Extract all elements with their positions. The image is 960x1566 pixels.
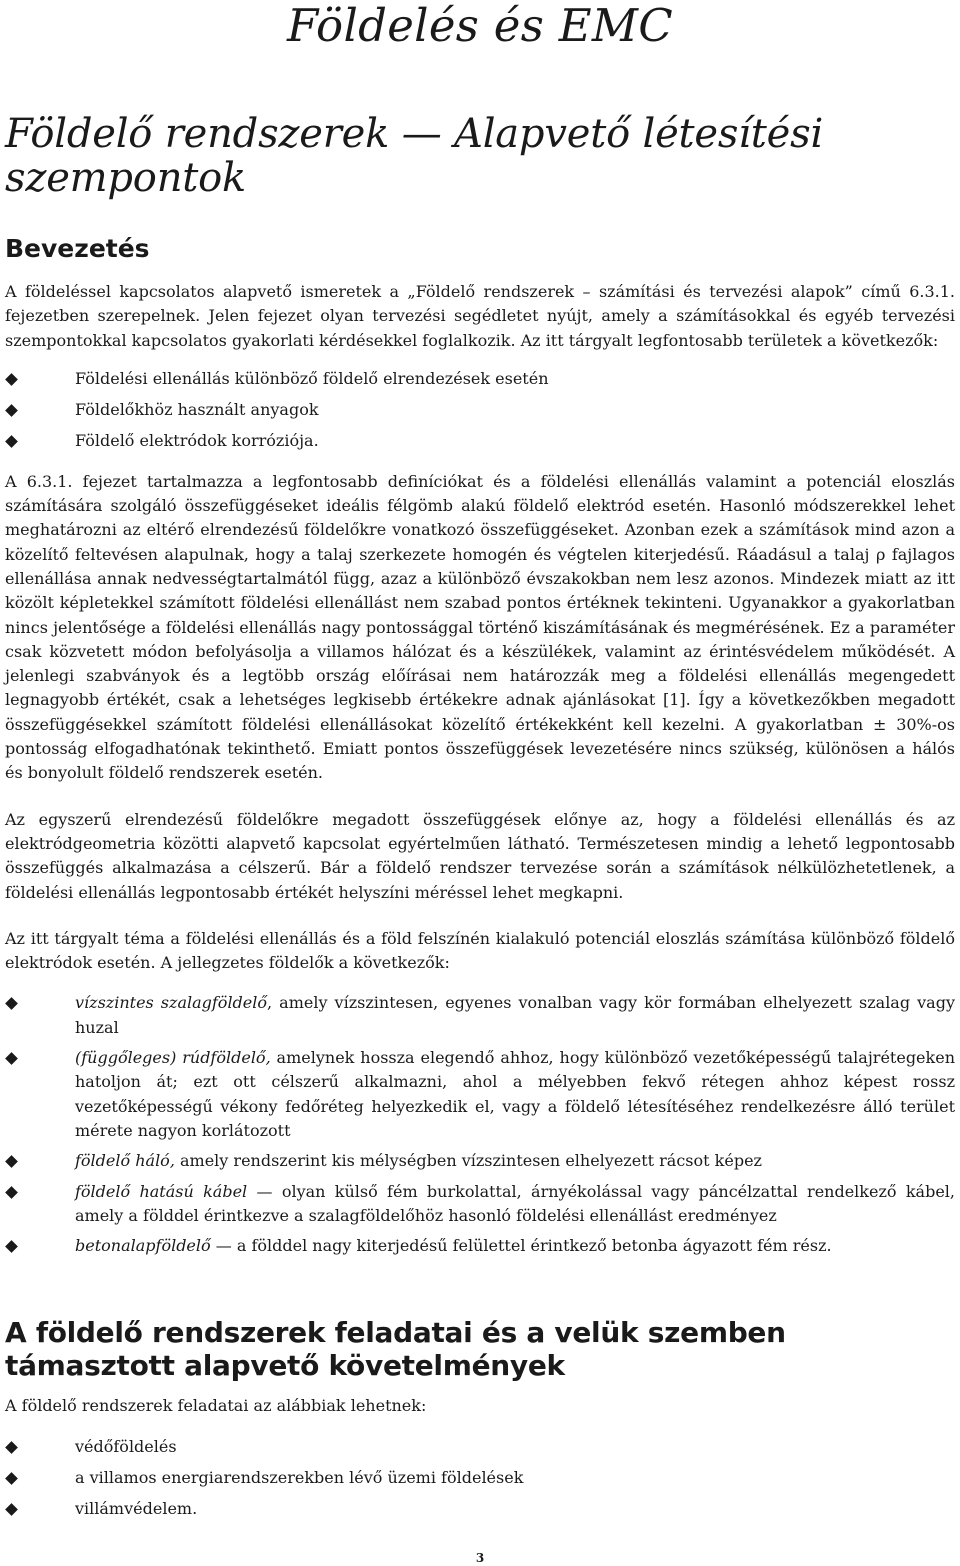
list-item: [5, 991, 955, 1040]
section-heading-intro: Bevezetés: [5, 234, 150, 263]
tasks-paragraph-1: A földelő rendszerek feladatai az alábbiak lehetnek:: [5, 1396, 427, 1416]
list-item: Földelési ellenállás különböző földelő elrendezések esetén: [5, 367, 955, 391]
electrode-term: betonalapföldelő: [75, 1236, 211, 1256]
electrode-term: (függőleges) rúdföldelő,: [75, 1048, 271, 1068]
electrode-description: amelynek hossza elegendő ahhoz, hogy különböző vezetőképességű talajrétegeken hatoljon át; ezt ott célszerű alkalmazni, ahol a mélyebben fekvő rétegen ahhoz képest rossz vezetőképességű vékony fedőréteg helyezkedik el, vagy a földelő létesítéséhez rendelkezésre álló terület mérete nagyon korlátozott: [75, 1048, 955, 1140]
list-item: a villamos energiarendszerekben lévő üzemi földelések: [5, 1466, 955, 1490]
diamond-bullet-icon: [5, 1240, 18, 1253]
electrode-term: földelő hatású kábel: [75, 1181, 248, 1201]
list-item: Földelő elektródok korróziója.: [5, 429, 955, 453]
diamond-bullet-icon: [5, 998, 18, 1011]
electrode-term: földelő háló,: [75, 1151, 175, 1171]
diamond-bullet-icon: [5, 1155, 18, 1168]
electrode-types-list: [5, 991, 955, 1258]
diamond-bullet-icon: [5, 1503, 18, 1516]
list-item: [5, 1180, 955, 1229]
diamond-bullet-icon: [5, 404, 18, 417]
topics-list: [5, 367, 955, 454]
section-heading-tasks: A földelő rendszerek feladatai és a velük szemben támasztott alapvető követelmények: [5, 1316, 786, 1383]
electrode-description: — olyan külső fém burkolattal, árnyékolással vagy páncélzattal rendelkező kábel, amely a földdel érintkezve a szalagföldelőhöz hasonló földelési ellenállást eredményez: [75, 1181, 955, 1225]
intro-paragraph-4: Az itt tárgyalt téma a földelési ellenállás és a föld felszínén kialakuló potenciál eloszlás számítása különböző földelő elektródok esetén. A jellegzetes földelők a következők:: [5, 928, 955, 973]
electrode-description: , amely vízszintesen, egyenes vonalban vagy kör formában elhelyezett szalag vagy huzal: [75, 993, 955, 1037]
running-head: Földelés és EMC: [287, 0, 673, 52]
list-item: [5, 1149, 955, 1173]
list-item: villámvédelem.: [5, 1497, 955, 1521]
tasks-list: [5, 1435, 955, 1522]
electrode-description: — a földdel nagy kiterjedésű felülettel érintkező betonba ágyazott fém rész.: [210, 1236, 832, 1256]
diamond-bullet-icon: [5, 436, 18, 449]
intro-paragraph-1: A földeléssel kapcsolatos alapvető ismeretek a „Földelő rendszerek – számítási és tervezési alapok” című 6.3.1. fejezetben szerepelnek. Jelen fejezet olyan tervezési segédletet nyújt, amely a számításokkal és egyéb tervezési szempontokkal kapcsolatos gyakorlati kérdésekkel foglalkozik. Az itt tárgyalt legfontosabb területek a következők:: [5, 282, 955, 350]
chapter-title: Földelő rendszerek — Alapvető létesítési szempontok: [5, 111, 824, 201]
page-number: 3: [475, 1551, 485, 1565]
diamond-bullet-icon: [5, 1472, 18, 1485]
intro-paragraph-2: A 6.3.1. fejezet tartalmazza a legfontosabb definíciókat és a földelési ellenállás valamint a potenciál eloszlás számítására szolgáló összefüggéseket ideális félgömb alakú földelő elektród esetén. Hasonló módszerekkel lehet meghatározni az eltérő elrendezésű földelőkre vonatkozó összefüggéseket. Azonban ezek a számítások mind azon a közelítő feltevésen alapulnak, hogy a talaj szerkezete homogén és végtelen kiterjedésű. Ráadásul a talaj ρ fajlagos ellenállása annak nedvességtartalmától függ, azaz a különböző évszakokban nem lesz azonos. Mindezek miatt az itt közölt képletekkel számított földelési ellenállást nem szabad pontos értéknek tekinteni. Ugyanakkor a gyakorlatban nincs jelentősége a földelési ellenállás nagy pontossággal történő kiszámításának és megmérésének. Ez a paraméter csak közvetett módon befolyásolja a villamos hálózat és a készülékek, valamint az érintésvédelem működését. A jelenlegi szabványok és a legtöbb ország előírásai nem határozzák meg a földelési ellenállás megengedett legnagyobb értékét, csak a lehetséges legkisebb értékekre adnak ajánlásokat [1]. Így a következőkben megadott összefüggésekkel számított földelési ellenállásokat közelítő értékekként kell kezelni. A gyakorlatban ± 30%-os pontosság elfogadhatónak tekinthető. Emiatt pontos összefüggések levezetésére nincs szükség, különösen a hálós és bonyolult földelő rendszerek esetén.: [5, 471, 955, 783]
diamond-bullet-icon: [5, 373, 18, 386]
diamond-bullet-icon: [5, 1052, 18, 1065]
electrode-term: vízszintes szalagföldelő: [75, 993, 268, 1013]
list-item: Földelőkhöz használt anyagok: [5, 398, 955, 422]
document-page: [5, 0, 955, 1529]
diamond-bullet-icon: [5, 1441, 18, 1454]
list-item: védőföldelés: [5, 1435, 955, 1459]
list-item: [5, 1234, 955, 1258]
list-item: [5, 1046, 955, 1143]
electrode-description: amely rendszerint kis mélységben vízszintesen elhelyezett rácsot képez: [174, 1151, 762, 1171]
diamond-bullet-icon: [5, 1186, 18, 1199]
intro-paragraph-3: Az egyszerű elrendezésű földelőkre megadott összefüggések előnye az, hogy a földelési ellenállás és az elektródgeometria közötti alapvető kapcsolat egyértelműen látható. Természetesen mindig a lehető legpontosabb összefüggés alkalmazása a célszerű. Bár a földelő rendszer tervezése során a számítások nélkülözhetetlenek, a földelési ellenállás legpontosabb értékét helyszíni méréssel lehet megkapni.: [5, 809, 955, 902]
